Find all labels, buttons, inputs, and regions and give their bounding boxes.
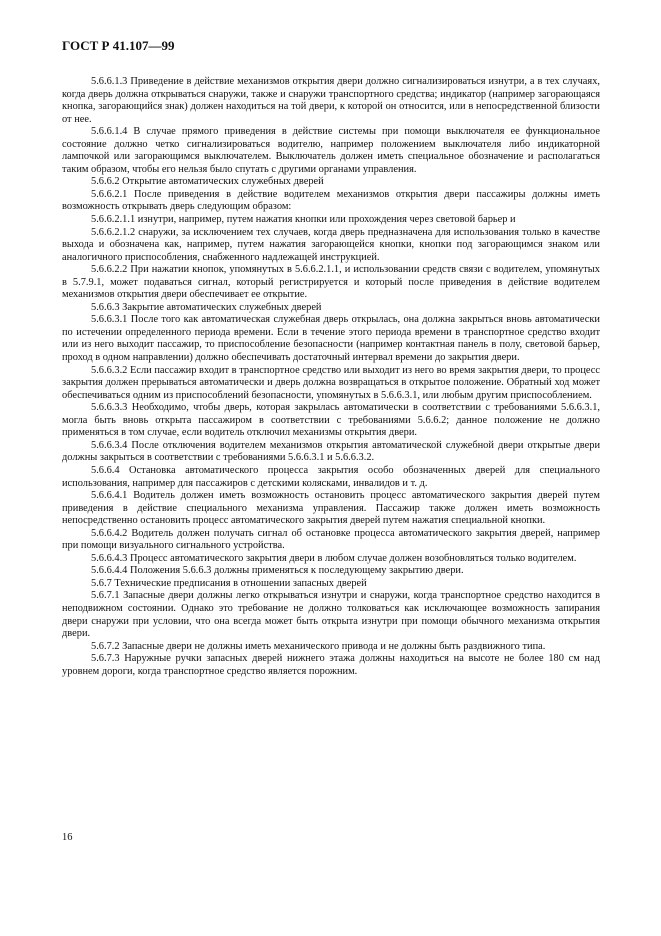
paragraph-5-6-6-4-3: 5.6.6.4.3 Процесс автоматического закрытия двери в любом случае должен возобновляться только водителем.	[91, 552, 577, 564]
paragraph-5-6-7-3: 5.6.7.3 Наружные ручки запасных дверей нижнего этажа должны находиться на высоте не более 180 см над уровнем дороги, когда транспортное средство является порожним.	[62, 653, 600, 677]
paragraph-5-6-6-1-4: 5.6.6.1.4 В случае прямого приведения в действие системы при помощи выключателя ее функциональное состояние должно четко сигнализироваться водителю, например положением выключателя либо индикаторной лампочкой или загорающимся выключателем. Выключатель должен иметь специальное обозначение и располагаться таким образом, чтобы его нельзя было спутать с другими органами управления.	[62, 126, 600, 175]
paragraph-5-6-7-1: 5.6.7.1 Запасные двери должны легко открываться изнутри и снаружи, когда транспортное средство находится в неподвижном состоянии. Однако это требование не должно толковаться как исключающее возможность запирания двери снаружи при условии, что она всегда может быть открыта изнутри при помощи обычного механизма открытия двери.	[62, 590, 600, 640]
paragraph-5-6-6-3-3: 5.6.6.3.3 Необходимо, чтобы дверь, которая закрылась автоматически в соответствии с требованиями 5.6.6.3.1, могла быть вновь открыта пассажиром в соответствии с требованиями 5.6.6.2; данное положение не должно применяться в том случае, если водитель отключил механизмы открытия двери.	[62, 402, 600, 439]
paragraph-5-6-6-2-2: 5.6.6.2.2 При нажатии кнопок, упомянутых в 5.6.6.2.1.1, и использовании средств связи с водителем, упомянутых в 5.7.9.1, может подаваться сигнал, который регистрируется и который после приведения в действие водителем механизмов открытия двери обеспечивает ее открытие.	[62, 264, 600, 301]
paragraph-5-6-6-4-1: 5.6.6.4.1 Водитель должен иметь возможность остановить процесс автоматического закрытия дверей путем приведения в действие специального механизма управления. Пассажир также должен иметь возможность непосредственно остановить процесс автоматического закрытия дверей путем нажатия специальной кнопки.	[62, 490, 600, 527]
paragraph-5-6-6-2-1-2: 5.6.6.2.1.2 снаружи, за исключением тех случаев, когда дверь предназначена для использования только в качестве выхода и обозначена как, например, путем нажатия загорающейся кнопки, кнопки под загорающимся знаком или аналогичного приспособления, снабженного надлежащей инструкцией.	[62, 226, 600, 263]
paragraph-5-6-6-4-4: 5.6.6.4.4 Положения 5.6.6.3 должны применяться к последующему закрытию двери.	[91, 565, 464, 577]
paragraph-5-6-6-2-1-1: 5.6.6.2.1.1 изнутри, например, путем нажатия кнопки или прохождения через световой барьер и	[91, 214, 516, 226]
paragraph-5-6-6-2-1: 5.6.6.2.1 После приведения в действие водителем механизмов открытия двери пассажиры должны иметь возможность открывать дверь следующим образом:	[62, 188, 600, 213]
paragraph-5-6-6-4: 5.6.6.4 Остановка автоматического процесса закрытия особо обозначенных дверей для специального использования, например для пассажиров с детскими колясками, инвалидов и т. д.	[62, 464, 600, 489]
paragraph-5-6-6-3: 5.6.6.3 Закрытие автоматических служебных дверей	[91, 301, 322, 313]
paragraph-5-6-6-3-2: 5.6.6.3.2 Если пассажир входит в транспортное средство или выходит из него во время закрытия двери, то процесс закрытия должен прерываться автоматически и дверь должна возвращаться в открытое положение. Обратный ход может обеспечиваться одним из приспособлений безопасности, упомянутых в 5.6.6.3.1, или любым другим приспособлением.	[62, 364, 600, 401]
paragraph-5-6-6-1-3: 5.6.6.1.3 Приведение в действие механизмов открытия двери должно сигнализироваться изнутри, а в тех случаях, когда дверь должна открываться снаружи, также и снаружи транспортного средства; индикатор (например загорающаяся кнопка, загорающийся знак) должен находиться на той двери, к которой он относится, или в непосредственной близости от нее.	[62, 76, 600, 125]
paragraph-5-6-7-2: 5.6.7.2 Запасные двери не должны иметь механического привода и не должны быть раздвижного типа.	[91, 640, 546, 652]
paragraph-5-6-6-3-1: 5.6.6.3.1 После того как автоматическая служебная дверь открылась, она должна закрыться вновь автоматически по истечении определенного периода времени. Если в течение этого периода времени в транспортное средство входит или из него выходит пассажир, то приспособление безопасности (например контактная панель в полу, световой барьер, проход в одном направлении) должно обеспечивать достаточный интервал времени до закрытия двери.	[62, 314, 600, 364]
paragraph-5-6-6-2: 5.6.6.2 Открытие автоматических служебных дверей	[91, 176, 324, 188]
paragraph-5-6-6-4-2: 5.6.6.4.2 Водитель должен получать сигнал об остановке процесса автоматического закрытия дверей, например при помощи визуального сигнального устройства.	[62, 527, 600, 552]
page-number: 16	[62, 832, 73, 843]
paragraph-5-6-7: 5.6.7 Технические предписания в отношении запасных дверей	[91, 577, 367, 589]
document-body	[62, 76, 600, 678]
document-code-header: ГОСТ Р 41.107—99	[62, 38, 175, 53]
paragraph-5-6-6-3-4: 5.6.6.3.4 После отключения водителем механизмов открытия автоматической служебной двери открытые двери должны закрыться в соответствии с требованиями 5.6.6.3.1 и 5.6.6.3.2.	[62, 439, 600, 464]
